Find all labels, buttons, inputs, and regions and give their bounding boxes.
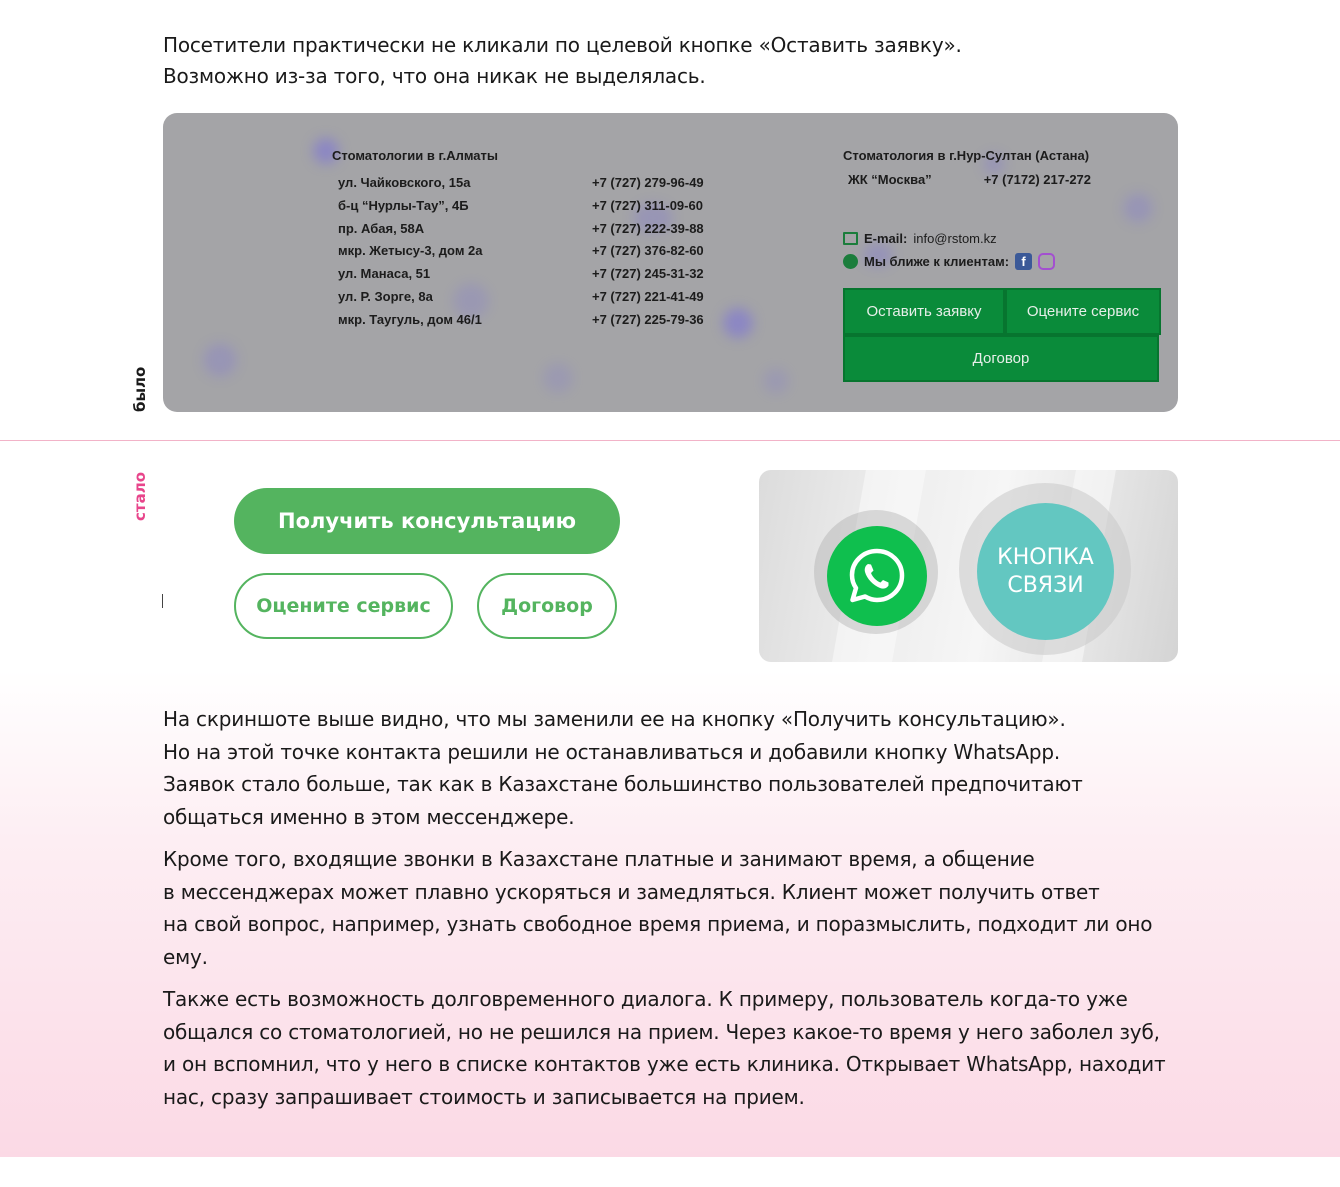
old-contract-button[interactable]: Договор [843,335,1159,382]
contact-button-line: КНОПКА [997,544,1094,570]
address-row: ул. Манаса, 51 [338,266,431,282]
phone-row: +7 (727) 376-82-60 [592,243,704,259]
divider-tick [162,594,163,608]
phone-row: +7 (727) 279-96-49 [592,175,704,190]
address-row: мкр. Таугуль, дом 46/1 [338,311,482,327]
almaty-phones [592,172,704,332]
phone-row: +7 (727) 245-31-32 [592,266,704,282]
heatmap-blob [543,363,573,393]
contact-button-line: СВЯЗИ [1007,572,1084,598]
paragraph-line: Заявок стало больше, так как в Казахстане большинство пользователей предпочитают [163,772,1083,796]
heatmap-blob [1123,193,1153,223]
heatmap-blob [723,308,753,338]
email-label: E-mail: [864,231,908,246]
paragraph-line: общаться именно в этом мессенджере. [163,804,575,829]
paragraph-line: общался со стоматологией, но не решился на прием. Через какое-то время у него заболел зуб, [163,1019,1160,1044]
before-label: было [131,366,149,412]
paragraph-line: в мессенджерах может плавно ускоряться и замедляться. Клиент может получить ответ [163,879,1100,904]
old-request-button[interactable]: Оставить заявку [843,288,1005,335]
rate-service-button[interactable]: Оцените сервис [234,573,453,639]
paragraph-line: ему. [163,944,208,969]
address-row: ул. Чайковского, 15а [338,175,471,190]
phone-row: +7 (727) 222-39-88 [592,220,704,236]
heatmap-screenshot [163,113,1178,412]
astana-block [843,148,1091,187]
intro-text [163,30,1163,92]
almaty-addresses [332,148,498,332]
contact-us-button[interactable] [977,503,1114,640]
section-divider [0,440,1340,441]
address-row: мкр. Жетысу-3, дом 2а [338,243,483,259]
phone-row: +7 (727) 311-09-60 [592,197,703,213]
astana-heading: Стоматология в г.Нур-Султан (Астана) [843,148,1090,163]
intro-line: Возможно из-за того, что она никак не выделялась. [163,64,706,88]
paragraph-line: и он вспомнил, что у него в списке контактов уже есть клиника. Открывает WhatsApp, находит [163,1052,1166,1076]
phone-row: +7 (727) 225-79-36 [592,311,704,327]
chat-icon [843,254,858,269]
address-row: б-ц “Нурлы-Тау”, 4Б [338,197,469,213]
paragraph-line: на свой вопрос, например, узнать свободное время приема, и поразмыслить, подходит ли оно [163,912,1153,936]
paragraph [163,703,1183,833]
paragraph-line: Но на этой точке контакта решили не останавливаться и добавили кнопку WhatsApp. [163,739,1060,764]
email-value[interactable]: info@rstom.kz [913,231,997,246]
get-consultation-button[interactable]: Получить консультацию [234,488,620,554]
heatmap-blob [203,343,237,377]
paragraph-line: нас, сразу запрашивает стоимость и записывается на прием. [163,1084,805,1109]
astana-address: ЖК “Москва” [848,172,932,187]
mail-icon [843,232,858,245]
paragraph-line: Также есть возможность долговременного диалога. К примеру, пользователь когда-то уже [163,987,1128,1011]
article-body [163,703,1183,1123]
paragraph-line: На скриншоте выше видно, что мы заменили ее на кнопку «Получить консультацию». [163,707,1066,731]
astana-phone: +7 (7172) 217-272 [983,172,1092,187]
facebook-icon[interactable]: f [1015,253,1032,270]
paragraph [163,983,1183,1113]
old-rate-button[interactable]: Оцените сервис [1005,288,1161,335]
closer-label: Мы ближе к клиентам: [864,254,1010,269]
paragraph [163,843,1183,973]
heatmap-blob [763,368,789,394]
contact-buttons-panel [759,470,1178,662]
contact-lines [843,227,1055,273]
almaty-heading: Стоматологии в г.Алматы [332,148,498,163]
phone-row: +7 (727) 221-41-49 [592,288,704,304]
address-row: ул. Р. Зорге, 8а [338,288,433,304]
contract-button[interactable]: Договор [477,573,617,639]
paragraph-line: Кроме того, входящие звонки в Казахстане платные и занимают время, а общение [163,847,1035,871]
whatsapp-button[interactable] [827,526,927,626]
address-row: пр. Абая, 58А [338,220,425,236]
intro-line: Посетители практически не кликали по целевой кнопке «Оставить заявку». [163,33,962,57]
instagram-icon[interactable] [1038,253,1055,270]
whatsapp-icon [846,545,908,607]
after-label: стало [131,472,149,521]
